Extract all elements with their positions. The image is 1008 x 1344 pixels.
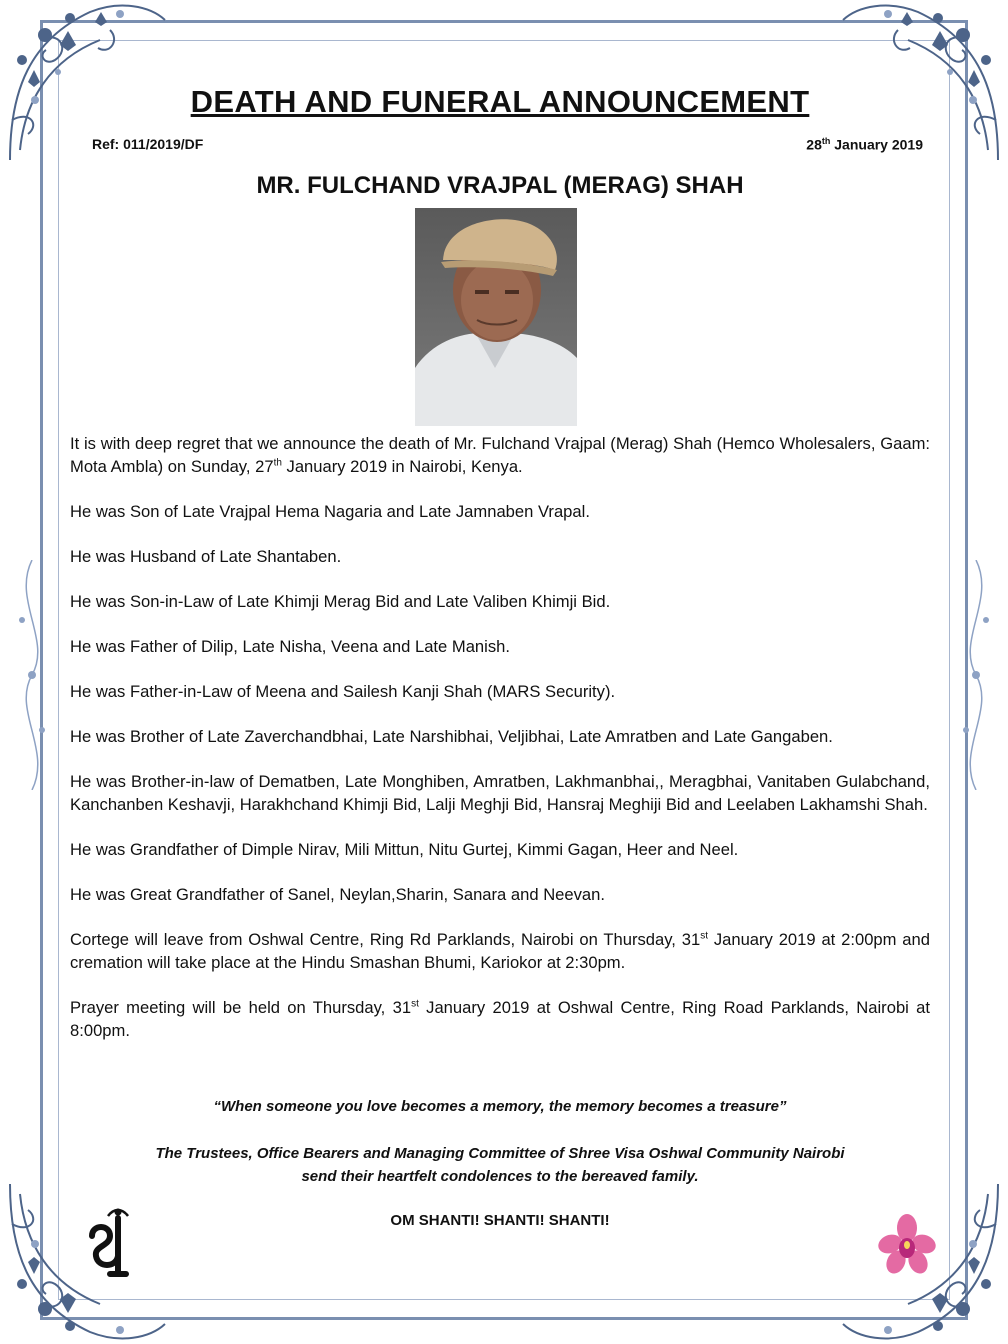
announcement-date xyxy=(806,136,923,153)
p12-text-a: Prayer meeting will be held on Thursday, 31 xyxy=(70,998,412,1017)
paragraph-cortege xyxy=(70,928,930,974)
p11-text-a: Cortege will leave from Oshwal Centre, Ring Rd Parklands, Nairobi on Thursday, 31 xyxy=(70,930,701,949)
announcement-body xyxy=(70,432,930,1064)
paragraph-husband-of: He was Husband of Late Shantaben. xyxy=(70,547,342,566)
p1-sup: th xyxy=(273,457,282,469)
om-shanti-text: OM SHANTI! SHANTI! SHANTI! xyxy=(390,1212,610,1229)
paragraph-death-notice xyxy=(70,432,930,478)
paragraph-great-grandfather-of: He was Great Grandfather of Sanel, Neylan,Sharin, Sanara and Neevan. xyxy=(70,885,605,904)
paragraph-father-of: He was Father of Dilip, Late Nisha, Veena and Late Manish. xyxy=(70,637,510,656)
paragraph-prayer-meeting xyxy=(70,996,930,1042)
page-title: DEATH AND FUNERAL ANNOUNCEMENT xyxy=(190,84,810,119)
paragraph-son-in-law-of: He was Son-in-Law of Late Khimji Merag Bid and Late Valiben Khimji Bid. xyxy=(70,592,611,611)
p1-text-a: It is with deep regret that we announce the death of Mr. Fulchand Vrajpal (Merag) Shah (Hemco Wholesalers, Gaam: Mota Ambla) on Sunday, 27 xyxy=(70,434,930,476)
date-day: 28 xyxy=(806,136,822,153)
condolence-message xyxy=(70,1142,930,1188)
p1-text-b: January 2019 in Nairobi, Kenya. xyxy=(281,457,523,476)
paragraph-grandfather-of: He was Grandfather of Dimple Nirav, Mili Mittun, Nitu Gurtej, Kimmi Gagan, Heer and Neel. xyxy=(70,840,739,859)
paragraph-brother-in-law-of: He was Brother-in-law of Dematben, Late Monghiben, Amratben, Lakhmanbhai,, Meragbhai, Vanitaben Gulabchand, Kanchanben Keshavji, Harakhchand Khimji Bid, Lalji Meghji Bid, Hansraj Meghiji Bid and Leelaben Lakhamshi Shah. xyxy=(70,772,930,814)
p11-text-b: January 2019 at 2:00pm and cremation will take place at the Hindu Smashan Bhumi, Kariokor at 2:30pm. xyxy=(70,930,930,972)
paragraph-son-of: He was Son of Late Vrajpal Hema Nagaria and Late Jamnaben Vrapal. xyxy=(70,502,590,521)
condolence-line-1: The Trustees, Office Bearers and Managing Committee of Shree Visa Oshwal Community Nairobi xyxy=(155,1145,845,1162)
portrait-photo xyxy=(415,208,577,426)
reference-number: Ref: 011/2019/DF xyxy=(92,136,204,152)
deceased-name: MR. FULCHAND VRAJPAL (MERAG) SHAH xyxy=(256,172,744,199)
p12-text-b: January 2019 at Oshwal Centre, Ring Road Parklands, Nairobi at 8:00pm. xyxy=(70,998,930,1040)
p12-sup: st xyxy=(411,998,419,1010)
date-rest: January 2019 xyxy=(830,136,923,153)
jain-symbol-icon xyxy=(84,1206,132,1282)
floral-side-ornament-icon xyxy=(946,560,1006,790)
paragraph-brother-of: He was Brother of Late Zaverchandbhai, Late Narshibhai, Veljibhai, Late Amratben and Late Gangaben. xyxy=(70,727,833,746)
paragraph-father-in-law-of: He was Father-in-Law of Meena and Sailesh Kanji Shah (MARS Security). xyxy=(70,682,616,701)
orchid-flower-icon xyxy=(878,1214,936,1276)
memorial-quote: “When someone you love becomes a memory, the memory becomes a treasure” xyxy=(213,1098,787,1115)
p11-sup: st xyxy=(700,930,708,942)
date-suffix: th xyxy=(821,136,831,146)
floral-side-ornament-icon xyxy=(2,560,62,790)
condolence-line-2: send their heartfelt condolences to the bereaved family. xyxy=(301,1168,699,1185)
